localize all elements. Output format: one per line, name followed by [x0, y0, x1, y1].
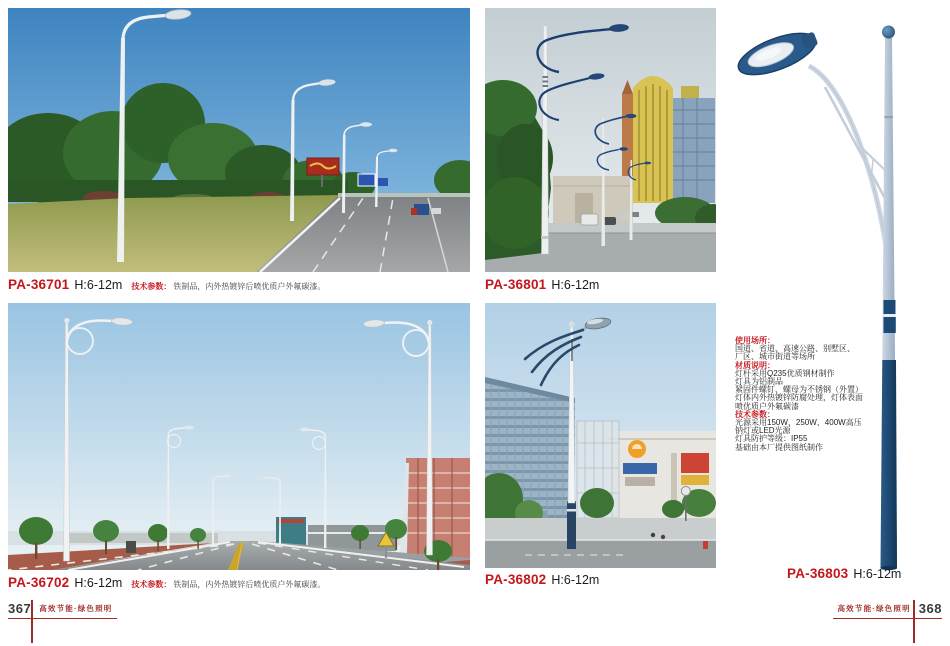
- spec-line: 光源采用150W、250W、400W高压: [735, 418, 862, 428]
- footer-divider-right: [913, 600, 915, 643]
- tech-params-desc: 铁制品，内外热镀锌后喷优质户外氟碳漆。: [173, 580, 326, 589]
- product-code: PA-36701: [8, 277, 70, 292]
- spec-line: 灯体内外热镀锌防腐处理，灯体表面: [735, 393, 863, 403]
- photo-pa36701-illustration: [8, 8, 470, 272]
- label-pa36702: [8, 575, 325, 590]
- product-height: H:6-12m: [551, 278, 600, 292]
- label-pa36801: [485, 277, 599, 292]
- footer-left: [8, 601, 117, 619]
- photo-pa36801: [485, 8, 716, 272]
- drawing-pa36803-illustration: [725, 8, 940, 580]
- footer-right: [833, 601, 942, 619]
- spec-line: 钠灯或LED光源: [735, 426, 791, 436]
- spec-line: 灯杆采用Q235优质钢材制作: [735, 368, 835, 378]
- photo-pa36801-illustration: [485, 8, 716, 272]
- label-pa36701: [8, 277, 325, 292]
- spec-line: 灯具防护等级：IP55: [735, 434, 808, 444]
- drawing-pa36803: [725, 8, 940, 580]
- spec-tech-title: 技术参数：: [735, 409, 775, 419]
- page-number-left: 367: [8, 601, 32, 616]
- spec-line: 灯具为铝制品: [735, 377, 783, 387]
- tech-params-desc: 铁制品，内外热镀锌后喷优质户外氟碳漆。: [173, 282, 326, 291]
- tech-params-label: 技术参数：: [131, 580, 172, 589]
- product-height: H:6-12m: [74, 576, 123, 590]
- product-code: PA-36801: [485, 277, 547, 292]
- spec-line: 紧固件螺钉、螺母为不锈钢（外置）: [735, 385, 863, 395]
- product-code: PA-36803: [787, 566, 849, 581]
- label-pa36803: [787, 566, 901, 581]
- page-number-right: 368: [918, 601, 942, 616]
- photo-pa36802-illustration: [485, 303, 716, 568]
- spec-line: 厂区、城市街道等场所: [735, 352, 815, 362]
- product-height: H:6-12m: [551, 573, 600, 587]
- footer-slogan-left: 高效节能·绿色照明: [39, 604, 113, 613]
- photo-pa36802: [485, 303, 716, 568]
- product-height: H:6-12m: [74, 278, 123, 292]
- spec-usage-title: 使用场所：: [735, 336, 775, 345]
- product-code: PA-36802: [485, 572, 547, 587]
- spec-line: 基础由本厂提供图纸制作: [735, 442, 823, 452]
- spec-line: 国道、省道、高速公路、别墅区、: [735, 344, 855, 354]
- label-pa36802: [485, 572, 599, 587]
- tech-params-label: 技术参数：: [131, 282, 172, 291]
- footer-divider-left: [31, 600, 33, 643]
- footer-slogan-right: 高效节能·绿色照明: [837, 604, 911, 613]
- product-code: PA-36702: [8, 575, 70, 590]
- photo-pa36702-illustration: [8, 303, 470, 570]
- spec-block: [735, 337, 910, 452]
- photo-pa36701: [8, 8, 470, 272]
- product-height: H:6-12m: [853, 567, 902, 581]
- photo-pa36702: [8, 303, 470, 570]
- spec-line: 喷优质户外氟碳漆: [735, 401, 799, 411]
- spec-material-title: 材质说明：: [735, 360, 775, 370]
